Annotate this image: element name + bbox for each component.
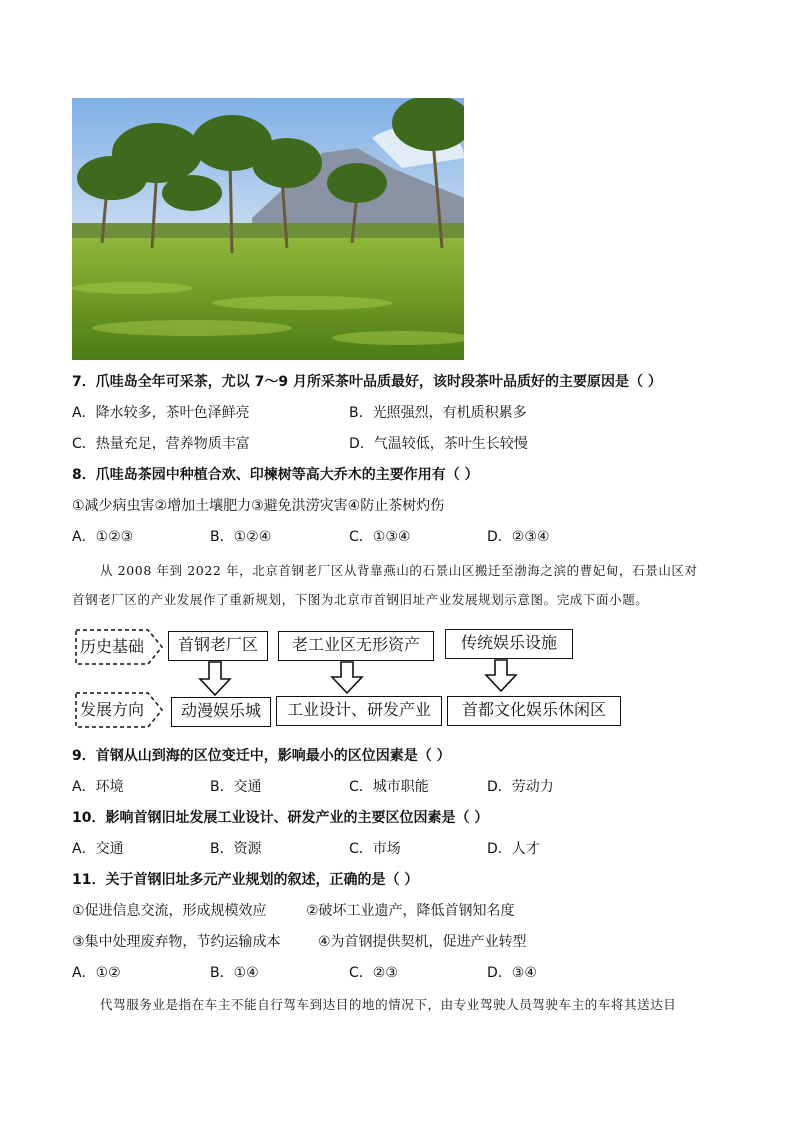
box-old-plant: 首钢老厂区 (168, 631, 268, 661)
box-design-rd: 工业设计、研发产业 (276, 696, 442, 726)
row-label-direction: 发展方向 (80, 700, 145, 719)
q10-option-d[interactable]: D．人才 (487, 841, 540, 857)
question-8-stem: 8．爪哇岛茶园中种植合欢、印楝树等高大乔木的主要作用有（ ） (72, 467, 479, 483)
q8-option-c[interactable]: C．①③④ (349, 529, 411, 545)
box-culture-leisure: 首都文化娱乐休闲区 (447, 696, 621, 726)
q7-option-a[interactable]: A．降水较多，茶叶色泽鲜亮 (72, 405, 250, 421)
question-10-stem: 10．影响首钢旧址发展工业设计、研发产业的主要区位因素是（ ） (72, 810, 489, 826)
q8-option-d[interactable]: D．②③④ (487, 529, 550, 545)
question-11-stem: 11．关于首钢旧址多元产业规划的叙述，正确的是（ ） (72, 872, 419, 888)
box-traditional-entertainment: 传统娱乐设施 (445, 629, 573, 659)
q7-option-c[interactable]: C．热量充足，营养物质丰富 (72, 436, 250, 452)
q9-option-c[interactable]: C．城市职能 (349, 779, 429, 795)
q8-choices: ①减少病虫害②增加土壤肥力③避免洪涝灾害④防止茶树灼伤 (72, 498, 445, 514)
q11-choice-3: ③集中处理废弃物，节约运输成本 (72, 934, 281, 950)
q11-option-d[interactable]: D．③④ (487, 965, 537, 981)
q9-option-b[interactable]: B．交通 (210, 779, 262, 795)
row-label-history: 历史基础 (80, 637, 145, 656)
passage-1-line-2: 首钢老厂区的产业发展作了重新规划，下图为北京市首钢旧址产业发展规划示意图。完成下面小题。 (72, 592, 649, 607)
q11-option-a[interactable]: A．①② (72, 965, 121, 981)
q7-option-b[interactable]: B．光照强烈，有机质积累多 (349, 405, 527, 421)
q10-option-b[interactable]: B．资源 (210, 841, 262, 857)
q10-option-c[interactable]: C．市场 (349, 841, 401, 857)
q9-option-a[interactable]: A．环境 (72, 779, 124, 795)
q11-choice-1: ①促进信息交流，形成规模效应 (72, 903, 267, 919)
q9-option-d[interactable]: D．劳动力 (487, 779, 554, 795)
q10-option-a[interactable]: A．交通 (72, 841, 124, 857)
q11-choice-2: ②破坏工业遗产，降低首钢知名度 (306, 903, 515, 919)
question-9-stem: 9．首钢从山到海的区位变迁中，影响最小的区位因素是（ ） (72, 748, 451, 764)
passage-1-line-1: 从 2008 年到 2022 年，北京首钢老厂区从背靠燕山的石景山区搬迁至渤海之滨的曹妃甸，石景山区对 (100, 563, 698, 578)
q8-option-a[interactable]: A．①②③ (72, 529, 134, 545)
q8-option-b[interactable]: B．①②④ (210, 529, 272, 545)
q7-option-d[interactable]: D．气温较低，茶叶生长较慢 (349, 436, 528, 452)
passage-2-line-1: 代驾服务业是指在车主不能自行驾车到达目的地的情况下，由专业驾驶人员驾驶车主的车将其送达目 (100, 997, 677, 1012)
question-7-stem: 7．爪哇岛全年可采茶，尤以 7～9 月所采茶叶品质最好，该时段茶叶品质好的主要原因是（ ） (72, 374, 662, 390)
box-intangible-assets: 老工业区无形资产 (278, 631, 434, 661)
q11-choice-4: ④为首钢提供契机，促进产业转型 (318, 934, 527, 950)
q11-option-b[interactable]: B．①④ (210, 965, 259, 981)
box-animation-city: 动漫娱乐城 (171, 697, 271, 727)
q11-option-c[interactable]: C．②③ (349, 965, 398, 981)
